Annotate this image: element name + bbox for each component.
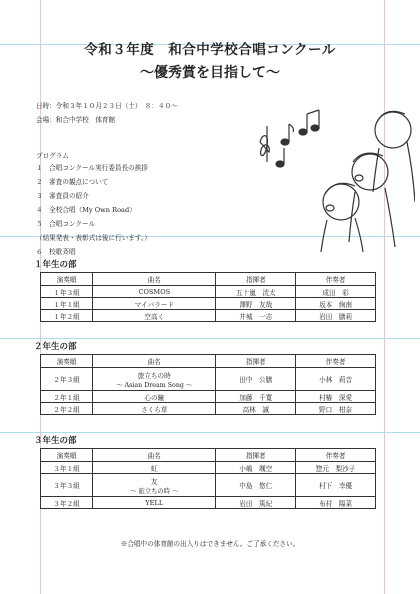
cell-conductor: 五十嵐 洸太 — [216, 286, 296, 298]
program-item: ６ 校歌斉唱 — [36, 248, 76, 256]
cell-pianist: 岩田 膳莉 — [296, 310, 376, 322]
cell-order: ３年３組 — [41, 474, 93, 497]
table-header-row — [41, 273, 376, 286]
event-datetime: 日時：令和３年１０月２３日（土） ８：４０～ — [36, 102, 178, 110]
program-item: ５ 合唱コンクール — [36, 220, 96, 228]
cell-song: 虹 — [93, 462, 216, 474]
table-row — [41, 298, 376, 310]
scan-guide-line — [0, 338, 420, 339]
header-song: 曲名 — [93, 273, 216, 286]
table-row — [41, 286, 376, 298]
header-order: 演奏順 — [41, 273, 93, 286]
table-row — [41, 497, 376, 509]
header-pianist: 伴奏者 — [296, 273, 376, 286]
cell-pianist: 惣元 梨沙子 — [296, 462, 376, 474]
table-header-row — [41, 355, 376, 368]
cell-conductor: 中島 悠仁 — [216, 474, 296, 497]
section-title-grade3: ３年生の部 — [34, 436, 77, 446]
cell-conductor: 井城 一志 — [216, 310, 296, 322]
program-item: ３ 審査員の紹介 — [36, 192, 89, 200]
cell-pianist: 坂本 絢南 — [296, 298, 376, 310]
grade3-table — [40, 448, 376, 509]
cell-conductor: 澤野 友哉 — [216, 298, 296, 310]
header-order: 演奏順 — [41, 449, 93, 462]
table-row — [41, 310, 376, 322]
cell-pianist: 村下 幸優 — [296, 474, 376, 497]
program-item: ２ 審査の観点について — [36, 178, 109, 186]
header-song: 曲名 — [93, 449, 216, 462]
song-subtitle: ～ Asian Dream Song ～ — [116, 381, 193, 389]
table-row — [41, 368, 376, 391]
table-row — [41, 403, 376, 415]
cell-conductor: 田中 公膳 — [216, 368, 296, 391]
event-venue: 会場：和合中学校 体育館 — [36, 116, 116, 124]
cell-order: ３年１組 — [41, 462, 93, 474]
cell-song — [93, 474, 216, 497]
page-title: 令和３年度 和合中学校合唱コンクール — [84, 42, 336, 58]
choir-singers-illustration — [255, 102, 415, 252]
grade2-table — [40, 354, 376, 415]
program-item: １ 合唱コンクール実行委員長の挨拶 — [36, 164, 148, 172]
program-item: ４ 全校合唱（My Own Road） — [36, 206, 136, 214]
cell-order: ２年３組 — [41, 368, 93, 391]
cell-order: １年１組 — [41, 298, 93, 310]
table-row — [41, 474, 376, 497]
program-heading: プログラム — [36, 152, 69, 160]
table-row — [41, 462, 376, 474]
cell-song — [93, 368, 216, 391]
cell-pianist: 成田 彩 — [296, 286, 376, 298]
footer-note: ※合唱中の体育館の出入りはできません。ご了承ください。 — [120, 540, 300, 548]
cell-song: COSMOS — [93, 286, 216, 298]
cell-song: 心の瞳 — [93, 391, 216, 403]
cell-order: １年２組 — [41, 310, 93, 322]
cell-order: ３年２組 — [41, 497, 93, 509]
table-header-row — [41, 449, 376, 462]
cell-pianist: 野口 柑奈 — [296, 403, 376, 415]
cell-pianist: 小林 莉音 — [296, 368, 376, 391]
cell-song: さくら草 — [93, 403, 216, 415]
song-title: 友 — [150, 477, 158, 486]
header-song: 曲名 — [93, 355, 216, 368]
header-conductor: 指揮者 — [216, 355, 296, 368]
cell-song: マイバラード — [93, 298, 216, 310]
cell-song: 空高く — [93, 310, 216, 322]
cell-song: YELL — [93, 497, 216, 509]
cell-pianist: 村椿 深愛 — [296, 391, 376, 403]
grade1-table — [40, 272, 376, 322]
page-subtitle: ～優秀賞を目指して～ — [140, 65, 280, 81]
section-title-grade2: ２年生の部 — [34, 342, 77, 352]
header-pianist: 伴奏者 — [296, 449, 376, 462]
header-conductor: 指揮者 — [216, 273, 296, 286]
header-conductor: 指揮者 — [216, 449, 296, 462]
table-row — [41, 391, 376, 403]
scan-guide-line — [0, 432, 420, 433]
header-pianist: 伴奏者 — [296, 355, 376, 368]
program-item: （結果発表・表彰式は後に行います。） — [36, 234, 151, 242]
cell-order: ２年２組 — [41, 403, 93, 415]
cell-conductor: 加藤 千寛 — [216, 391, 296, 403]
song-subtitle: ～ 旅立ちの時 ～ — [130, 487, 179, 495]
song-title: 旅立ちの時 — [137, 371, 171, 380]
cell-order: ２年１組 — [41, 391, 93, 403]
cell-conductor: 小嶋 颯空 — [216, 462, 296, 474]
cell-conductor: 高林 誠 — [216, 403, 296, 415]
cell-order: １年３組 — [41, 286, 93, 298]
header-order: 演奏順 — [41, 355, 93, 368]
cell-conductor: 岩田 篤紀 — [216, 497, 296, 509]
scan-guide-line — [384, 0, 385, 594]
section-title-grade1: １年生の部 — [34, 260, 77, 270]
cell-pianist: 布村 陽菜 — [296, 497, 376, 509]
